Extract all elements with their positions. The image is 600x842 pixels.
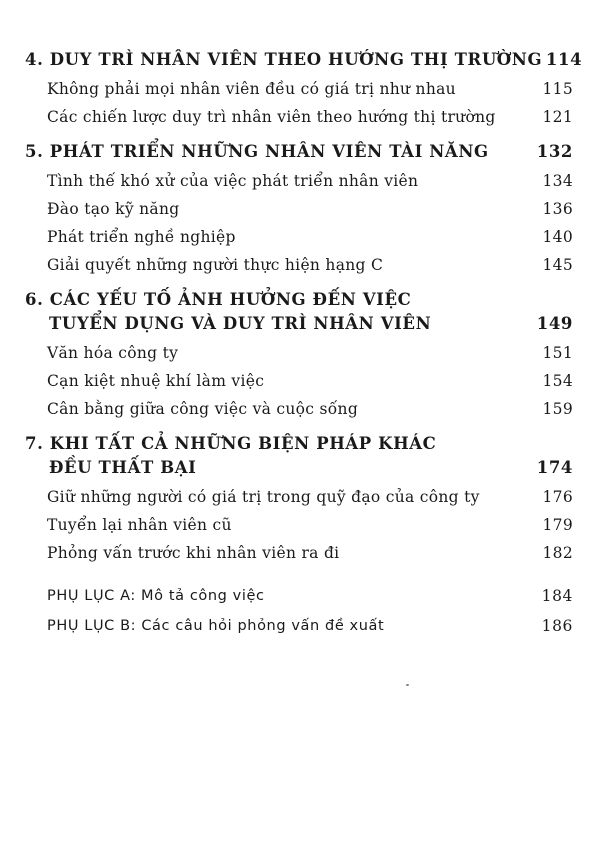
chapter-page-number: 132 <box>536 142 573 161</box>
toc-entry <box>25 195 573 223</box>
toc-entry-page: 182 <box>542 544 573 562</box>
chapter-heading <box>25 48 583 72</box>
appendix-entry <box>25 581 573 611</box>
chapter-title-line1: 7. KHI TẤT CẢ NHỮNG BIỆN PHÁP KHÁC <box>25 434 437 453</box>
toc-entry-page: 176 <box>542 488 573 506</box>
scan-speck <box>406 684 409 686</box>
toc-entry-label: Tuyển lại nhân viên cũ <box>47 516 232 534</box>
chapter-heading <box>25 432 573 480</box>
toc-entry <box>25 539 573 567</box>
chapter-page-number: 149 <box>536 314 573 333</box>
chapter-title-line1: 4. DUY TRÌ NHÂN VIÊN THEO HƯỚNG THỊ TRƯỜNG <box>25 50 543 69</box>
toc-entry <box>25 75 573 103</box>
chapter-7 <box>25 432 573 567</box>
chapter-title-line1: 5. PHÁT TRIỂN NHỮNG NHÂN VIÊN TÀI NĂNG <box>25 142 489 161</box>
toc-entry <box>25 103 573 131</box>
chapter-4 <box>25 48 583 131</box>
toc-entry-label: Phát triển nghề nghiệp <box>47 228 236 246</box>
toc-entry-page: 134 <box>542 172 573 190</box>
toc-entry-page: 179 <box>542 516 573 534</box>
chapter-6 <box>25 288 573 423</box>
appendix-page: 184 <box>541 587 573 605</box>
toc-entry-label: Văn hóa công ty <box>47 344 179 362</box>
appendix-page: 186 <box>541 617 573 635</box>
toc-entry-label: Đào tạo kỹ năng <box>47 200 180 218</box>
chapter-title-line2: TUYỂN DỤNG VÀ DUY TRÌ NHÂN VIÊN <box>49 314 432 333</box>
toc-entry <box>25 511 573 539</box>
chapter-heading <box>25 288 573 336</box>
toc-entry <box>25 367 573 395</box>
toc-entry <box>25 251 573 279</box>
chapter-heading <box>25 140 573 164</box>
toc-entry-label: Cân bằng giữa công việc và cuộc sống <box>47 400 359 418</box>
appendix-list <box>25 581 573 641</box>
toc-entry <box>25 483 573 511</box>
toc-entry <box>25 167 573 195</box>
toc-entry-label: Giữ những người có giá trị trong quỹ đạo của công ty <box>47 488 480 506</box>
toc-entry-label: Các chiến lược duy trì nhân viên theo hướng thị trường <box>47 108 496 126</box>
toc-entry-label: Tình thế khó xử của việc phát triển nhân viên <box>47 172 419 190</box>
chapter-title-line1: 6. CÁC YẾU TỐ ẢNH HƯỞNG ĐẾN VIỆC <box>25 290 412 309</box>
toc-entry <box>25 395 573 423</box>
appendix-label: PHỤ LỤC B: Các câu hỏi phỏng vấn đề xuất <box>47 618 385 634</box>
chapter-page-number: 114 <box>545 50 583 69</box>
chapter-page-number: 174 <box>536 458 573 477</box>
chapter-title <box>25 432 533 480</box>
toc-entry-page: 140 <box>542 228 573 246</box>
toc-entry-label: Không phải mọi nhân viên đều có giá trị như nhau <box>47 80 456 98</box>
chapter-title-line2: ĐỀU THẤT BẠI <box>49 458 197 477</box>
toc-entry-page: 151 <box>542 344 573 362</box>
table-of-contents <box>25 48 583 641</box>
toc-entry-page: 145 <box>542 256 573 274</box>
chapter-title <box>25 140 533 164</box>
toc-entry-label: Phỏng vấn trước khi nhân viên ra đi <box>47 544 340 562</box>
chapter-title <box>25 288 533 336</box>
toc-entry-page: 136 <box>542 200 573 218</box>
chapter-title <box>25 48 542 72</box>
appendix-label: PHỤ LỤC A: Mô tả công việc <box>47 588 265 604</box>
toc-entry-label: Giải quyết những người thực hiện hạng C <box>47 256 384 274</box>
toc-entry-page: 154 <box>542 372 573 390</box>
toc-entry-label: Cạn kiệt nhuệ khí làm việc <box>47 372 265 390</box>
toc-entry <box>25 339 573 367</box>
toc-entry-page: 159 <box>542 400 573 418</box>
appendix-entry <box>25 611 573 641</box>
toc-entry-page: 115 <box>542 80 573 98</box>
toc-entry <box>25 223 573 251</box>
toc-entry-page: 121 <box>542 108 573 126</box>
chapter-5 <box>25 140 573 279</box>
